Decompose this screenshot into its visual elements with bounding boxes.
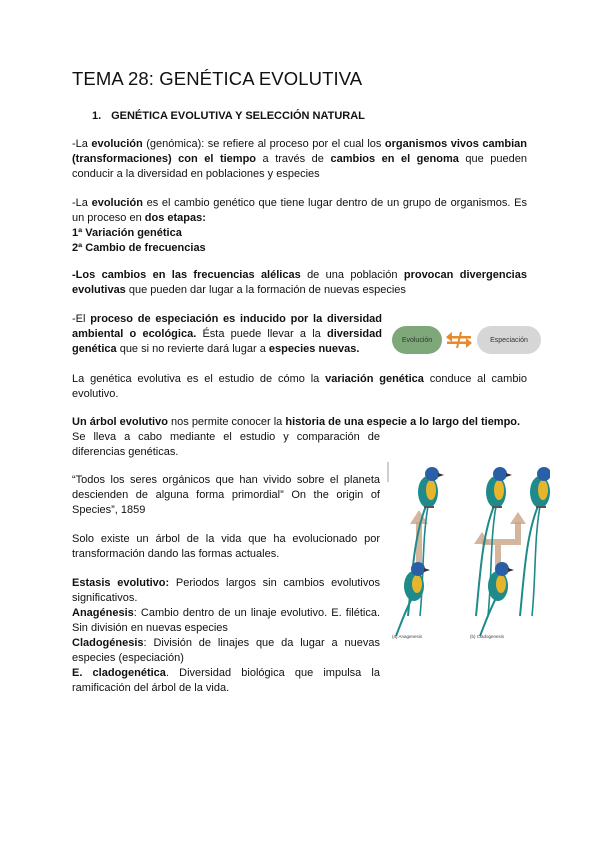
text-bold: -Los cambios en las frecuencias alélicas bbox=[72, 269, 301, 281]
text: : Cambio dentro de un linaje evolutivo. E. filética. Sin división en nuevas especies bbox=[72, 607, 380, 634]
text-bold: diversidad genética bbox=[72, 328, 382, 355]
paragraph-evolutionary-genetics bbox=[72, 372, 527, 402]
term: Estasis evolutivo: bbox=[72, 577, 170, 589]
section-number: 1. bbox=[92, 110, 102, 122]
section-title: GENÉTICA EVOLUTIVA Y SELECCIÓN NATURAL bbox=[111, 110, 365, 122]
evolution-pill: Evolución bbox=[392, 326, 442, 354]
definition-cladogenesis bbox=[72, 636, 380, 666]
text: . Diversidad biológica que impulsa la ramificación del árbol de la vida. bbox=[72, 667, 380, 694]
speciation-pill: Especiación bbox=[477, 326, 541, 354]
definition-estasis bbox=[72, 576, 380, 606]
paragraph-evolution-stages bbox=[72, 196, 527, 256]
paragraph-speciation bbox=[72, 312, 382, 357]
text-bold: cambios en el genoma bbox=[330, 153, 459, 165]
text-bold: Un árbol evolutivo bbox=[72, 416, 168, 428]
text-bold: organismos vivos cambian (transformaciones) con el tiempo bbox=[72, 138, 527, 165]
paragraph-evolutionary-tree bbox=[72, 415, 530, 430]
figure-caption-b: (b) Cladogenesis bbox=[470, 634, 505, 639]
text: a través de bbox=[256, 153, 331, 165]
text: Ésta puede llevar a la bbox=[196, 328, 327, 340]
text-bold: historia de una especie a lo largo del tiempo. bbox=[285, 416, 521, 428]
paragraph-allele-frequencies bbox=[72, 268, 527, 298]
paragraph-evolution-definition bbox=[72, 137, 527, 182]
text: es el cambio genético que tiene lugar dentro de un grupo de organismos. Es un proceso en bbox=[72, 197, 527, 224]
text: Periodos largos sin cambios evolutivos significativos. bbox=[72, 577, 380, 604]
term: Cladogénesis bbox=[72, 637, 144, 649]
stage-1: 1ª Variación genética bbox=[72, 227, 182, 239]
not-equal-arrows-icon bbox=[446, 332, 472, 348]
page-title: TEMA 28: GENÉTICA EVOLUTIVA bbox=[72, 68, 363, 89]
text: de una población bbox=[300, 269, 404, 281]
text: La genética evolutiva es el estudio de cómo la bbox=[72, 373, 326, 385]
section-heading bbox=[92, 110, 365, 122]
text: nos permite conocer la bbox=[167, 416, 286, 428]
text-bold: evolución bbox=[91, 138, 143, 150]
text-bold: dos etapas: bbox=[144, 212, 206, 224]
quote-text: “Todos los seres orgánicos que han vivido sobre el planeta descienden de alguna forma primordial” On the origin of Species”, 1859 bbox=[72, 474, 380, 516]
text-bold: variación genética bbox=[325, 373, 424, 385]
paragraph-tree-method bbox=[72, 430, 380, 460]
anagenesis-cladogenesis-figure bbox=[386, 462, 550, 644]
text-bold: especies nuevas. bbox=[268, 343, 360, 355]
stage-2: 2ª Cambio de frecuencias bbox=[72, 242, 206, 254]
definition-e-cladogenetica bbox=[72, 666, 380, 696]
term: Anagénesis bbox=[72, 607, 134, 619]
text: que pueden dar lugar a la formación de nuevas especies bbox=[125, 284, 406, 296]
figure-caption-a: (a) Anagenesis bbox=[392, 634, 423, 639]
text-bold: evolución bbox=[91, 197, 143, 209]
text: conduce al cambio evolutivo. bbox=[72, 373, 528, 400]
text: (genómica): se refiere al proceso por el cual los bbox=[142, 138, 385, 150]
term: E. cladogenética bbox=[72, 667, 166, 679]
paragraph-tree-of-life bbox=[72, 532, 380, 562]
text: que pueden conducir a la diversidad en poblaciones y especies bbox=[72, 153, 527, 180]
text-bold: provocan divergencias evolutivas bbox=[72, 269, 527, 296]
text: que si no revierte dará lugar a bbox=[116, 343, 269, 355]
definitions-list bbox=[72, 576, 380, 696]
text: -La bbox=[72, 138, 92, 150]
text: Se lleva a cabo mediante el estudio y comparación de diferencias genéticas. bbox=[72, 431, 380, 458]
text: -El bbox=[72, 313, 91, 325]
text: -La bbox=[72, 197, 92, 209]
definition-anagenesis bbox=[72, 606, 380, 636]
darwin-quote bbox=[72, 473, 380, 518]
text: : División de linajes que da lugar a nuevas especies (especiación) bbox=[72, 637, 380, 664]
text: Solo existe un árbol de la vida que ha evolucionado por transformación dando las formas actuales. bbox=[72, 533, 380, 560]
text-bold: proceso de especiación es inducido por la diversidad ambiental o ecológica. bbox=[72, 313, 383, 340]
